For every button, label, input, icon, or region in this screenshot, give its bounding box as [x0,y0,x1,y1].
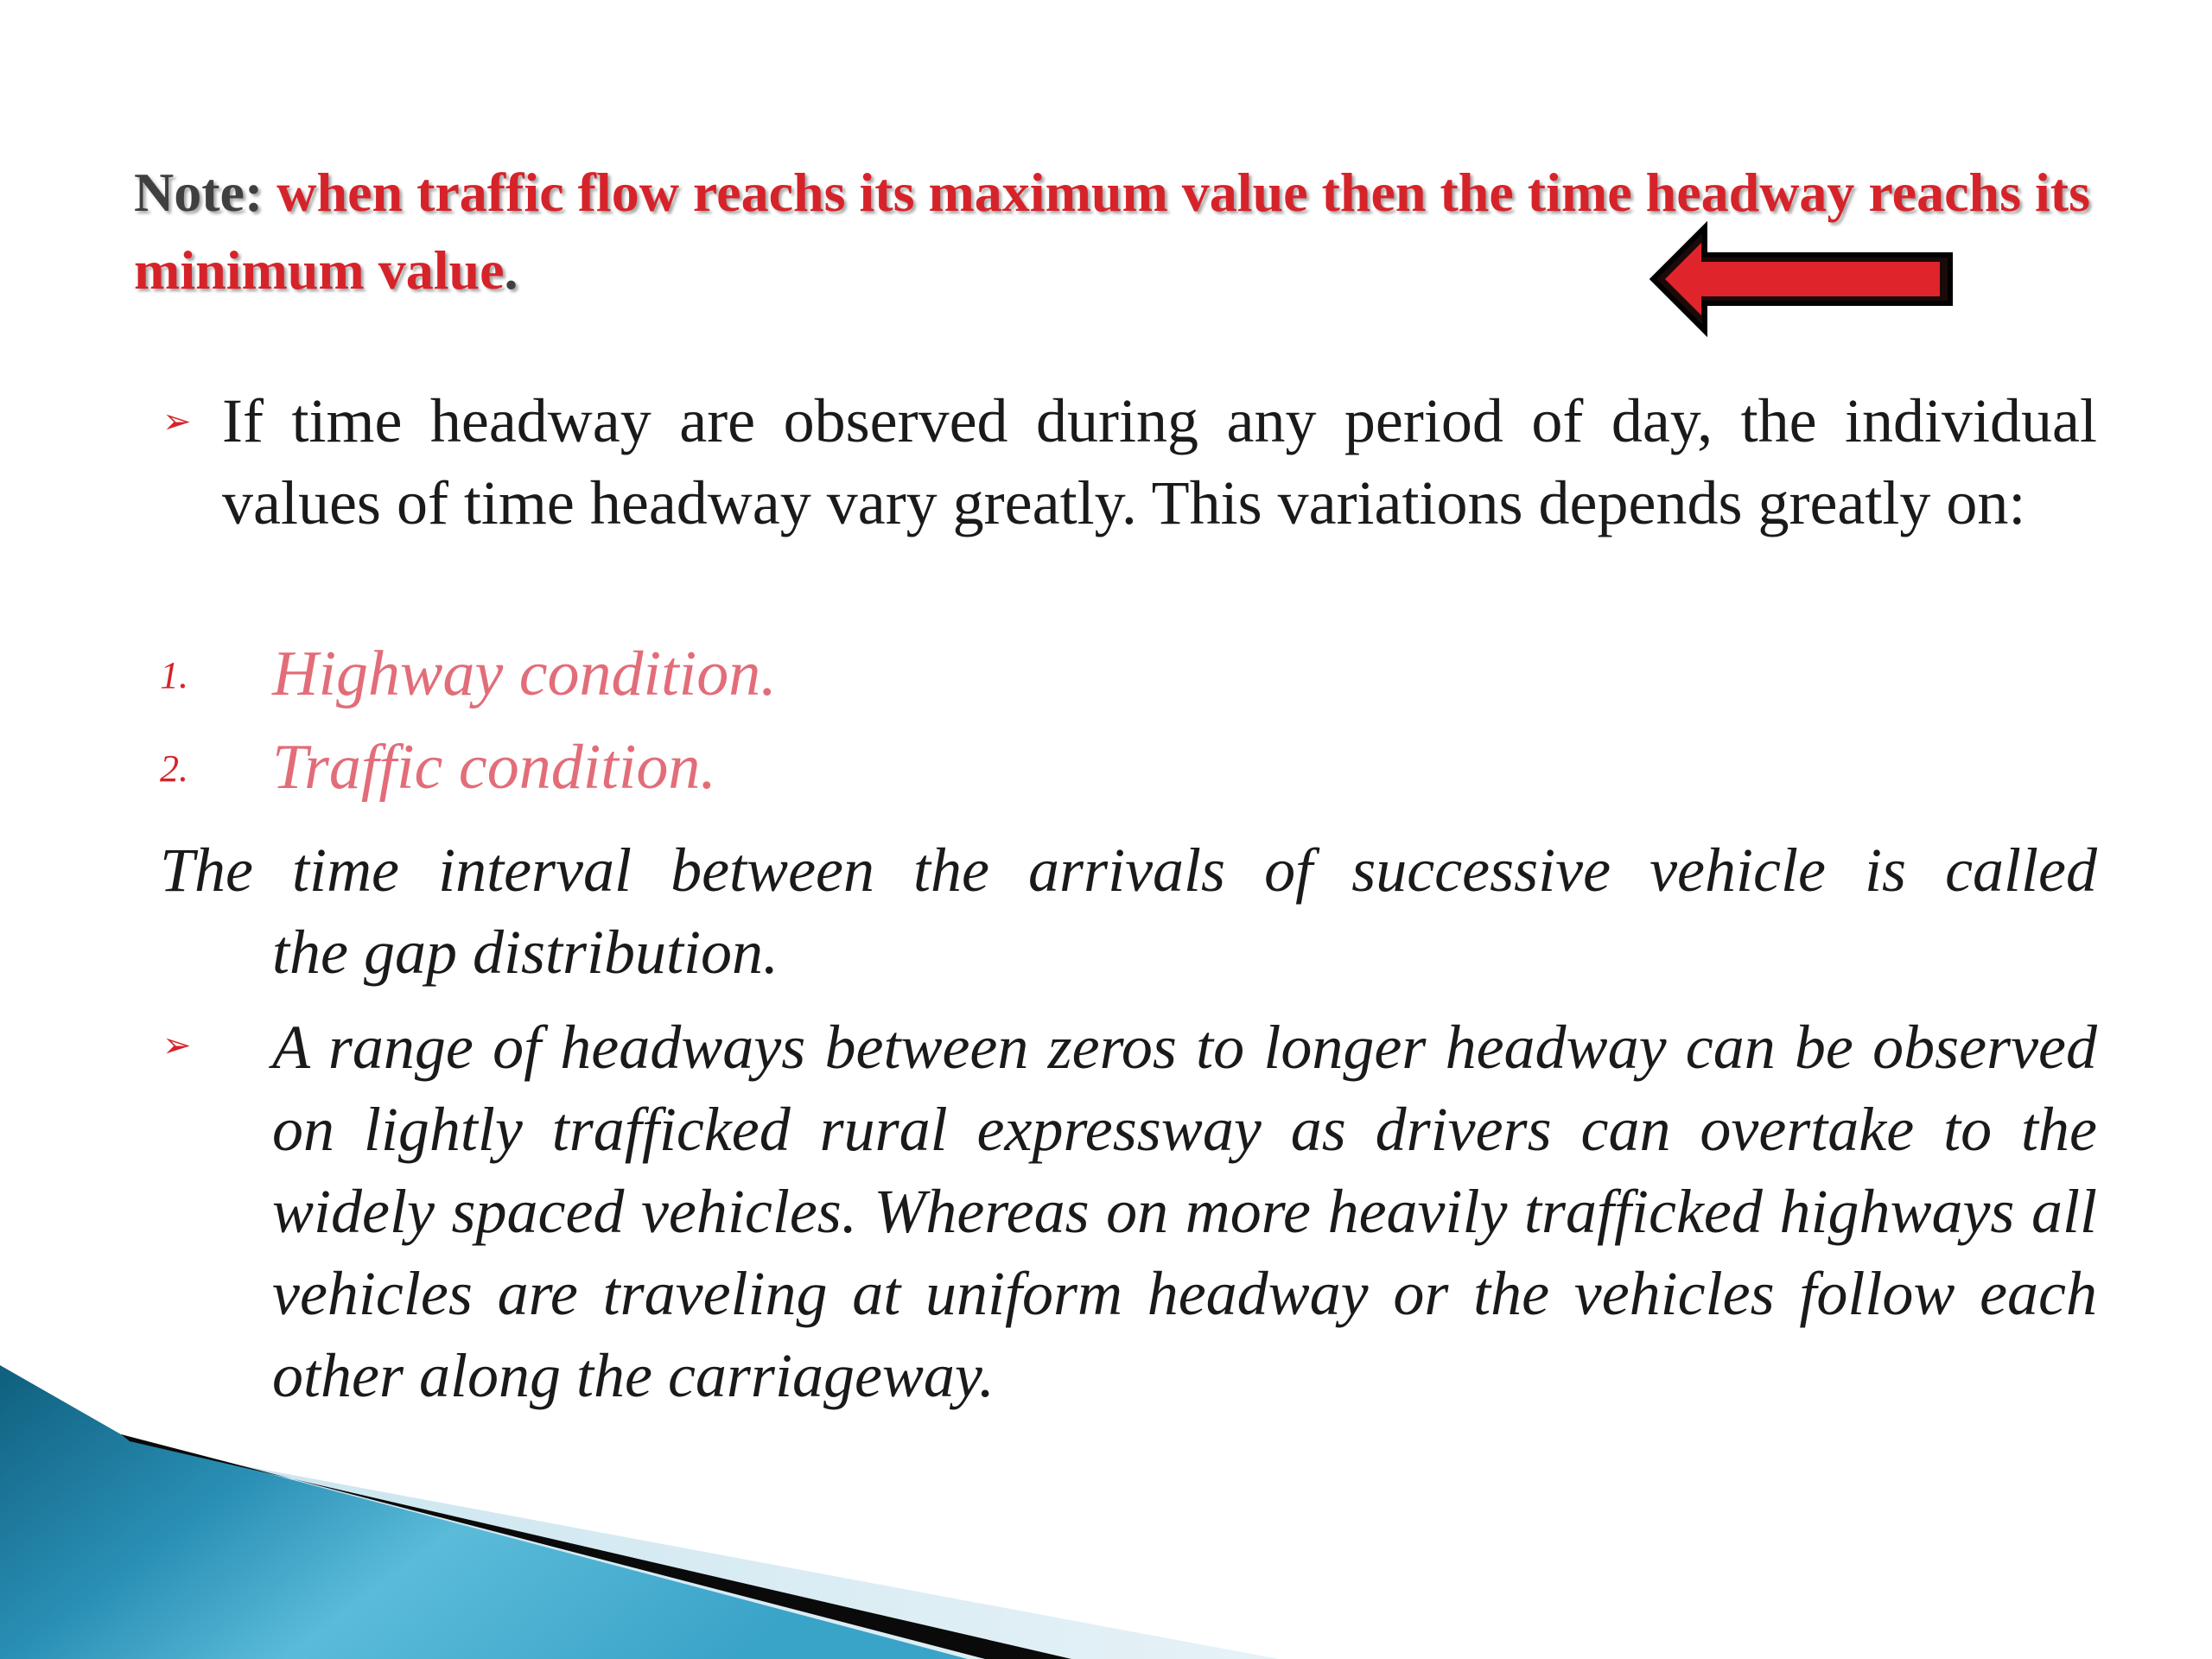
arrowhead-bullet-icon: ➢ [162,402,192,442]
note-text: when traffic flow reachs its maximum value then the time headway reachs its minimum value [134,162,2090,301]
gap-line-1: The time interval between the arrivals of successive vehicle is called [160,836,2097,905]
decorative-corner-swoosh [0,1365,2212,1659]
list-text: Highway condition. [272,639,777,709]
list-text: Traffic condition. [272,732,716,803]
list-number: 2. [160,747,188,790]
list-number: 1. [160,654,188,696]
gap-distribution-paragraph [160,830,2097,994]
note-period: . [504,239,518,301]
note-label: Note: [134,162,264,223]
gap-line-2: the gap distribution. [272,918,779,987]
bullet-paragraph-1: If time headway are observed during any period of day, the individual values of time headway vary greatly. This variations depends greatly on: [222,386,2097,537]
left-pointing-arrow-icon [1646,219,1957,340]
arrowhead-bullet-icon: ➢ [162,1026,192,1065]
bullet-paragraph-2: A range of headways between zeros to longer headway can be observed on lightly trafficked rural expressway as drivers can overtake to the widely spaced vehicles. Whereas on more heavily trafficked highways all vehicles are traveling at uniform headway or the vehicles follow each other along the carriageway. [272,1013,2097,1410]
